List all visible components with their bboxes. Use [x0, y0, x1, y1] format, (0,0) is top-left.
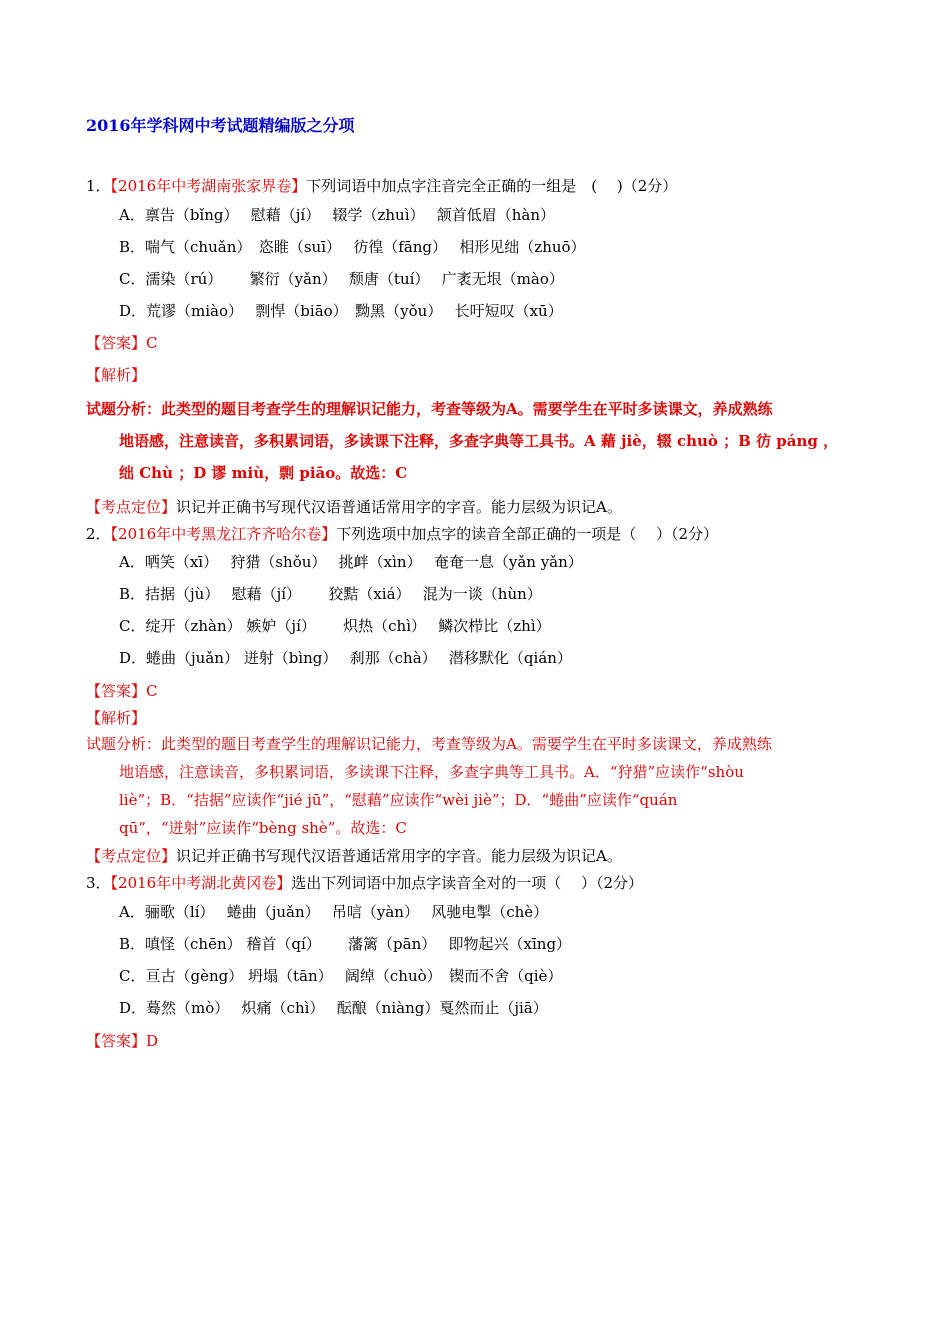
question-number: 3．: [86, 874, 111, 892]
question-3-option-a: A．骊歌（lí） 蜷曲（juǎn） 吊唁（yàn） 风驰电掣（chè）: [119, 903, 549, 921]
question-text: 选出下列词语中加点字读音全对的一项（ ）（2分）: [291, 874, 644, 892]
question-2-stem: [86, 523, 718, 545]
question-1-option-d: D．荒谬（miào） 剽悍（biāo） 黝黑（yǒu） 长吁短叹（xū）: [119, 302, 563, 320]
question-2-option-c: C．绽开（zhàn） 嫉妒（jí） 炽热（chì） 鳞次栉比（zhì）: [119, 617, 551, 635]
question-number: 2．: [86, 525, 111, 543]
question-3-option-d: D．蓦然（mò） 炽痛（chì） 酝酿（niàng）戛然而止（jiā）: [119, 999, 548, 1017]
question-2-analysis-line-1: 试题分析：此类型的题目考查学生的理解识记能力，考查等级为A。需要学生在平时多读课文，养成熟练: [86, 735, 772, 753]
question-1-analysis-line-2: 地语感，注意读音，多积累词语，多读课下注释，多查字典等工具书。A 藉 jiè，辍 chuò ；B 彷 páng ，: [119, 432, 839, 450]
question-3-option-c: C．亘古（gèng） 坍塌（tān） 阔绰（chuò） 锲而不舍（qiè）: [119, 967, 563, 985]
knowledge-point-text: 识记并正确书写现代汉语普通话常用字的字音。能力层级为识记A。: [176, 498, 622, 516]
question-1-analysis-line-3: 绌 Chù ；D 谬 miù，剽 piāo。故选：C: [119, 464, 408, 482]
question-2-option-a: A．哂笑（xī） 狩猎（shǒu） 挑衅（xìn） 奄奄一息（yǎn yǎn）: [119, 553, 583, 571]
knowledge-point-text: 识记并正确书写现代汉语普通话常用字的字音。能力层级为识记A。: [176, 847, 622, 865]
question-number: 1．: [86, 177, 111, 195]
question-2-analysis-line-3: liè”；B．“拮据”应读作“jié jū”，“慰藉”应读作“wèi jiè”；D．“蜷曲”应读作“quán: [119, 791, 678, 809]
question-3-answer: 【答案】D: [86, 1032, 159, 1050]
question-1-option-a: A．禀告（bǐng） 慰藉（jí） 辍学（zhuì） 颔首低眉（hàn）: [119, 206, 556, 224]
question-1-knowledge-point: [86, 496, 622, 518]
question-2-option-d: D．蜷曲（juǎn） 迸射（bìng） 刹那（chà） 潜移默化（qián）: [119, 649, 572, 667]
question-3-option-b: B．嗔怪（chēn） 稽首（qí） 藩篱（pān） 即物起兴（xīng）: [119, 935, 572, 953]
question-2-knowledge-point: [86, 845, 622, 867]
question-source: 【2016年中考黑龙江齐齐哈尔卷】: [110, 525, 337, 543]
question-2-analysis-label: 【解析】: [86, 709, 147, 727]
question-2-analysis-line-2: 地语感，注意读音，多积累词语，多读课下注释，多查字典等工具书。A．“狩猎”应读作“shòu: [119, 763, 744, 781]
question-1-analysis-line-1: 试题分析：此类型的题目考查学生的理解识记能力，考查等级为A。需要学生在平时多读课文，养成熟练: [86, 400, 773, 418]
knowledge-point-label: 【考点定位】: [86, 847, 177, 865]
question-2-answer: 【答案】C: [86, 682, 158, 700]
question-2-analysis-line-4: qū”，“迸射”应读作“bèng shè”。故选：C: [119, 819, 407, 837]
question-2-option-b: B．拮据（jù） 慰藉（jí） 狡黠（xiá） 混为一谈（hùn）: [119, 585, 542, 603]
question-text: 下列选项中加点字的读音全部正确的一项是（ ）（2分）: [336, 525, 719, 543]
question-1-stem: [86, 175, 677, 197]
question-source: 【2016年中考湖南张家界卷】: [110, 177, 307, 195]
question-1-option-b: B．喘气（chuǎn） 恣睢（suī） 彷徨（fāng） 相形见绌（zhuō）: [119, 238, 586, 256]
question-1-option-c: C．濡染（rú） 繁衍（yǎn） 颓唐（tuí） 广袤无垠（mào）: [119, 270, 564, 288]
page-title: 2016年学科网中考试题精编版之分项: [86, 116, 355, 135]
question-text: 下列词语中加点字注音完全正确的一组是 ( )（2分）: [306, 177, 678, 195]
knowledge-point-label: 【考点定位】: [86, 498, 177, 516]
question-source: 【2016年中考湖北黄冈卷】: [110, 874, 292, 892]
question-3-stem: [86, 872, 643, 894]
question-1-analysis-label: 【解析】: [86, 366, 147, 384]
question-1-answer: 【答案】C: [86, 334, 158, 352]
